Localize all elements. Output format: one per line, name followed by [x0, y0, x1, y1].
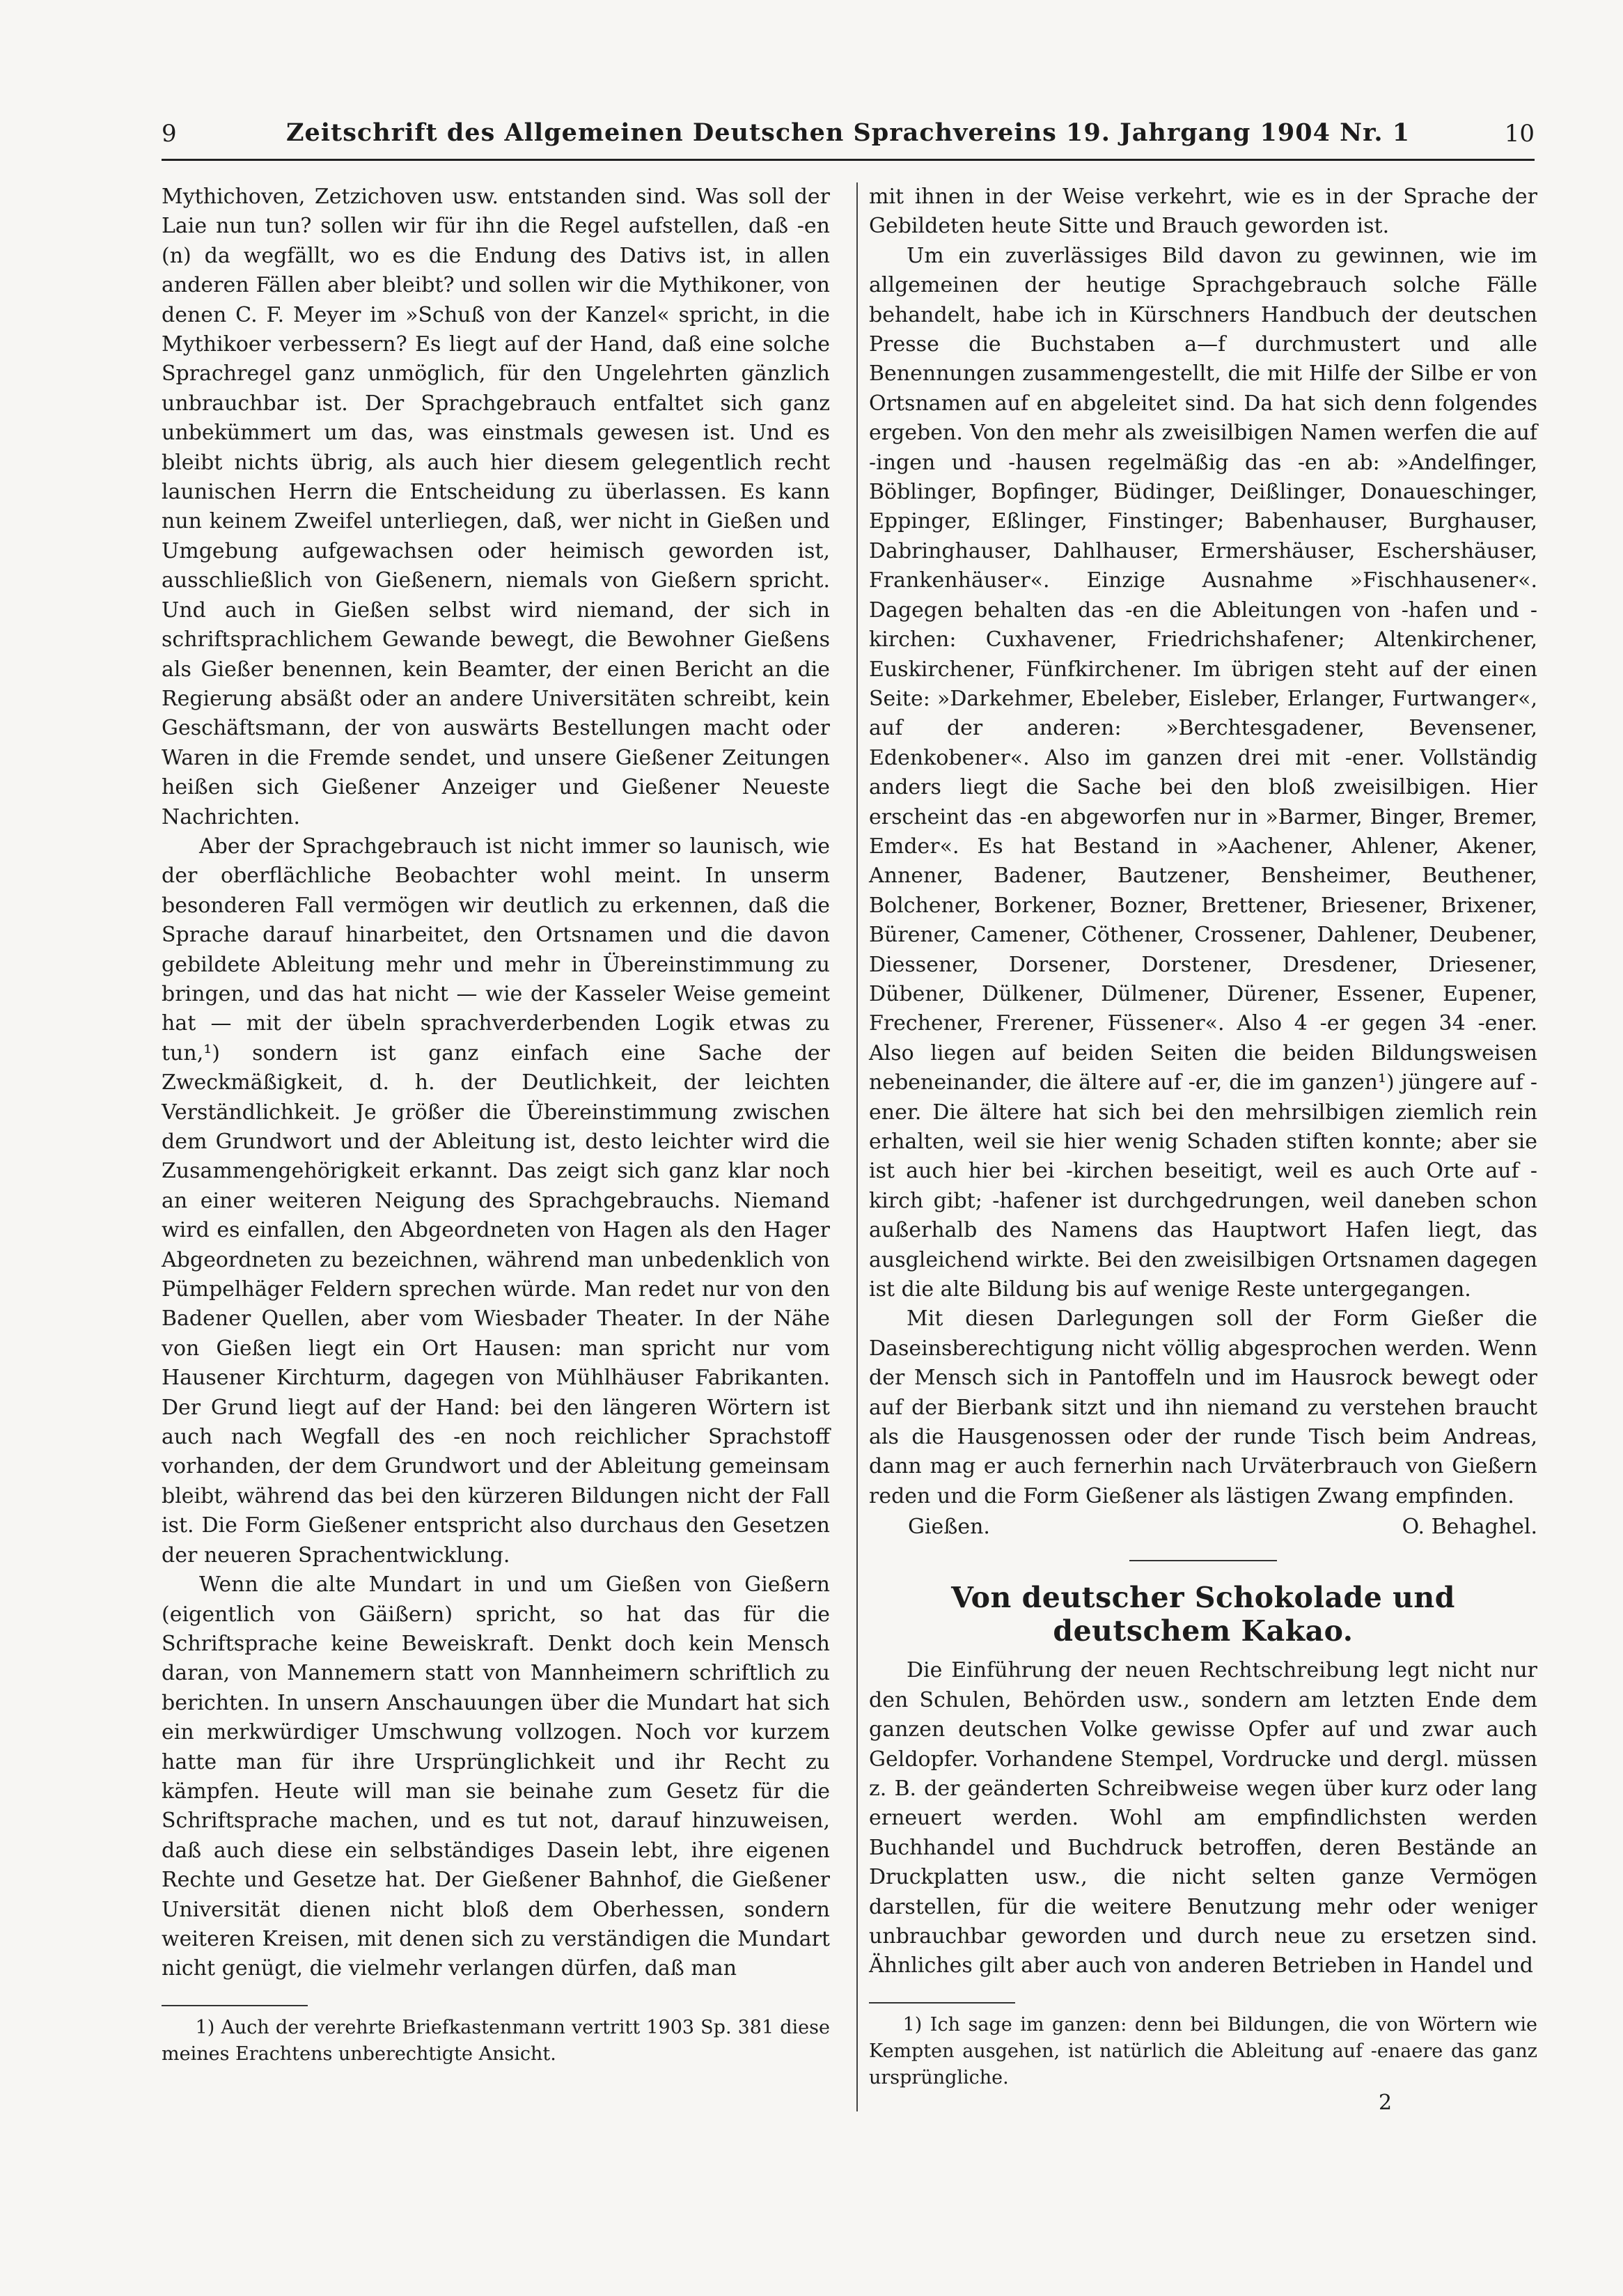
page-number-left: 9	[162, 120, 177, 148]
signature-author: O. Behaghel.	[1402, 1515, 1537, 1540]
right-column	[869, 182, 1537, 2091]
article-separator	[1129, 1560, 1277, 1561]
right-paragraph-1: mit ihnen in der Weise verkehrt, wie es in der Sprache der Gebildeten heute Sitte und Brauch geworden ist.	[869, 185, 1537, 239]
left-paragraph-2: Aber der Sprachgebrauch ist nicht immer so launisch, wie der oberflächliche Beobachter wohl meint. In unserm besonderen Fall vermögen wir deutlich zu erkennen, daß die Sprache darauf hinarbeitet, den Ortsnamen und die davon gebildete Ableitung mehr und mehr in Übereinstimmung zu bringen, und das hat nicht — wie der Kasseler Weise gemeint hat — mit der übeln sprachverderbenden Logik etwas zu tun,¹) sondern ist ganz einfach eine Sache der Zweckmäßigkeit, d. h. der Deutlichkeit, der leichten Verständlichkeit. Je größer die Übereinstimmung zwischen dem Grundwort und der Ableitung ist, desto leichter wird die Zusammengehörigkeit erkannt. Das zeigt sich ganz klar noch an einer weiteren Neigung des Sprachgebrauchs. Niemand wird es einfallen, den Abgeordneten von Hagen als den Hager Abgeordneten zu bezeichnen, während man unbedenklich von Pümpelhäger Feldern sprechen würde. Man redet nur von den Badener Quellen, aber vom Wiesbader Theater. In der Nähe von Gießen liegt ein Ort Hausen: man spricht nur vom Hausener Kirchturm, dagegen von Mühlhäuser Fabrikanten. Der Grund liegt auf der Hand: bei den längeren Wörtern ist auch nach Wegfall des -en noch reichlicher Sprachstoff vorhanden, der dem Grundwort und der Ableitung gemeinsam bleibt, während das bei den kürzeren Bildungen nicht der Fall ist. Die Form Gießener entspricht also durchaus den Gesetzen der neueren Sprachentwicklung.	[162, 834, 830, 1568]
running-header	[162, 117, 1535, 161]
left-column	[162, 182, 830, 2068]
page-number-right: 10	[1504, 120, 1535, 148]
right-paragraph-4: Die Einführung der neuen Rechtschreibung legt nicht nur den Schulen, Behörden usw., sondern am letzten Ende dem ganzen deutschen Volke gewisse Opfer auf und zwar auch Geldopfer. Vorhandene Stempel, Vordrucke und dergl. müssen z. B. der geänderten Schreibweise wegen über kurz oder lang erneuert werden. Wohl am empfindlichsten werden Buchhandel und Buchdruck betroffen, deren Bestände an Druckplatten usw., die nicht selten ganze Vermögen darstellen, für die weitere Benutzung mehr oder weniger unbrauchbar geworden und durch neue zu ersetzen sind. Ähnliches gilt aber auch von anderen Betrieben in Handel und	[869, 1658, 1537, 1978]
left-paragraph-1: Mythichoven, Zetzichoven usw. entstanden sind. Was soll der Laie nun tun? sollen wir für ihn die Regel aufstellen, daß -en (n) da wegfällt, wo es die Endung des Dativs ist, in allen anderen Fällen aber bleibt? und sollen wir die Mythikoner, von denen C. F. Meyer im »Schuß von der Kanzel« spricht, in die Mythikoer verbessern? Es liegt auf der Hand, daß eine solche Sprachregel ganz unmöglich, für den Ungelehrten gänzlich unbrauchbar ist. Der Sprachgebrauch entfaltet sich ganz unbekümmert um das, was einstmals gewesen ist. Und es bleibt nichts übrig, als auch hier diesem gelegentlich recht launischen Herrn die Entscheidung zu überlassen. Es kann nun keinem Zweifel unterliegen, daß, wer nicht in Gießen und Umgebung aufgewachsen oder heimisch geworden ist, ausschließlich von Gießenern, niemals von Gießern spricht. Und auch in Gießen selbst wird niemand, der sich in schriftsprachlichem Gewande bewegt, die Bewohner Gießens als Gießer benennen, kein Beamter, der einen Bericht an die Regierung absäßt oder an andere Universitäten schreibt, kein Geschäftsmann, der von auswärts Bestellungen macht oder Waren in die Fremde sendet, und unsere Gießener Zeitungen heißen sich Gießener Anzeiger und Gießener Neueste Nachrichten.	[162, 185, 830, 829]
footnote-rule-left	[162, 2005, 308, 2006]
right-footnote: 1) Ich sage im ganzen: denn bei Bildungen, die von Wörtern wie Kempten ausgehen, ist natürlich die Ableitung auf -enaere das ganz ursprüngliche.	[869, 2013, 1537, 2088]
left-footnote: 1) Auch der verehrte Briefkastenmann vertritt 1903 Sp. 381 diese meines Erachtens unberechtigte Ansicht.	[162, 2016, 830, 2065]
signature-line	[869, 1513, 1537, 1542]
right-paragraph-2: Um ein zuverlässiges Bild davon zu gewinnen, wie im allgemeinen der heutige Sprachgebrauch solche Fälle behandelt, habe ich in Kürschners Handbuch der deutschen Presse die Buchstaben a—f durchmustert und alle Benennungen zusammengestellt, die mit Hilfe der Silbe er von Ortsnamen auf en abgeleitet sind. Da hat sich denn folgendes ergeben. Von den mehr als zweisilbigen Namen werfen die auf -ingen und -hausen regelmäßig das -en ab: »Andelfinger, Böblinger, Bopfinger, Büdinger, Deißlinger, Donaueschinger, Eppinger, Eßlinger, Finstinger; Babenhauser, Burghauser, Dabringhauser, Dahlhauser, Ermershäuser, Eschershäuser, Frankenhäuser«. Einzige Ausnahme »Fischhausener«. Dagegen behalten das -en die Ableitungen von -hafen und -kirchen: Cuxhavener, Friedrichshafener; Altenkirchener, Euskirchener, Fünfkirchener. Im übrigen steht auf der einen Seite: »Darkehmer, Ebeleber, Eisleber, Erlanger, Furtwanger«, auf der anderen: »Berchtesgadener, Bevensener, Edenkobener«. Also im ganzen drei mit -ener. Vollständig anders liegt die Sache bei den bloß zweisilbigen. Hier erscheint das -en abgeworfen nur in »Barmer, Binger, Bremer, Emder«. Es hat Bestand in »Aachener, Ahlener, Akener, Annener, Badener, Bautzener, Bensheimer, Beuthener, Bolchener, Borkener, Bozner, Brettener, Briesener, Brixener, Bürener, Camener, Cöthener, Crossener, Dahlener, Deubener, Diessener, Dorsener, Dorstener, Dresdener, Driesener, Dübener, Dülkener, Dülmener, Dürener, Essener, Eupener, Frechener, Frerener, Füssener«. Also 4 -er gegen 34 -ener. Also liegen auf beiden Seiten die beiden Bildungsweisen nebeneinander, die ältere auf -er, die im ganzen¹) jüngere auf -ener. Die ältere hat sich bei den mehrsilbigen ziemlich rein erhalten, weil sie hier wenig Schaden stiften konnte; aber sie ist auch hier bei -kirchen beseitigt, weil es auch Orte auf -kirch gibt; -hafener ist durchgedrungen, weil daneben schon außerhalb des Namens das Hauptwort Hafen liegt, das ausgleichend wirkte. Bei den zweisilbigen Ortsnamen dagegen ist die alte Bildung bis auf wenige Reste untergegangen.	[869, 243, 1537, 1302]
column-divider	[856, 182, 858, 2111]
signature-place: Gießen.	[908, 1515, 990, 1540]
section-title: Von deutscher Schokolade und deutschem Kakao.	[951, 1581, 1455, 1648]
right-paragraph-3: Mit diesen Darlegungen soll der Form Gießer die Daseinsberechtigung nicht völlig abgesprochen werden. Wenn der Mensch sich in Pantoffeln und im Hausrock bewegt oder auf der Bierbank sitzt und ihn niemand zu verstehen braucht als die Hausgenossen oder der runde Tisch beim Andreas, dann mag er auch fernerhin nach Urväterbrauch von Gießern reden und die Form Gießener als lästigen Zwang empfinden.	[869, 1306, 1537, 1508]
printer-signature-mark: 2	[1379, 2091, 1393, 2115]
footnote-rule-right	[869, 2002, 1015, 2004]
journal-title: Zeitschrift des Allgemeinen Deutschen Sprachvereins 19. Jahrgang 1904 Nr. 1	[285, 118, 1411, 147]
left-paragraph-3: Wenn die alte Mundart in und um Gießen von Gießern (eigentlich von Gäißern) spricht, so hat das für die Schriftsprache keine Beweiskraft. Denkt doch kein Mensch daran, von Mannemern statt von Mannheimern schriftlich zu berichten. In unsern Anschauungen über die Mundart hat sich ein merkwürdiger Umschwung vollzogen. Noch vor kurzem hatte man für ihre Ursprünglichkeit und ihr Recht zu kämpfen. Heute will man sie beinahe zum Gesetz für die Schriftsprache machen, und es tut not, darauf hinzuweisen, daß auch diese ein selbständiges Dasein lebt, ihre eigenen Rechte und Gesetze hat. Der Gießener Bahnhof, die Gießener Universität dienen nicht bloß dem Oberhessen, sondern weiteren Kreisen, mit denen sich zu verständigen die Mundart nicht genügt, die vielmehr verlangen dürfen, daß man	[162, 1572, 830, 1981]
